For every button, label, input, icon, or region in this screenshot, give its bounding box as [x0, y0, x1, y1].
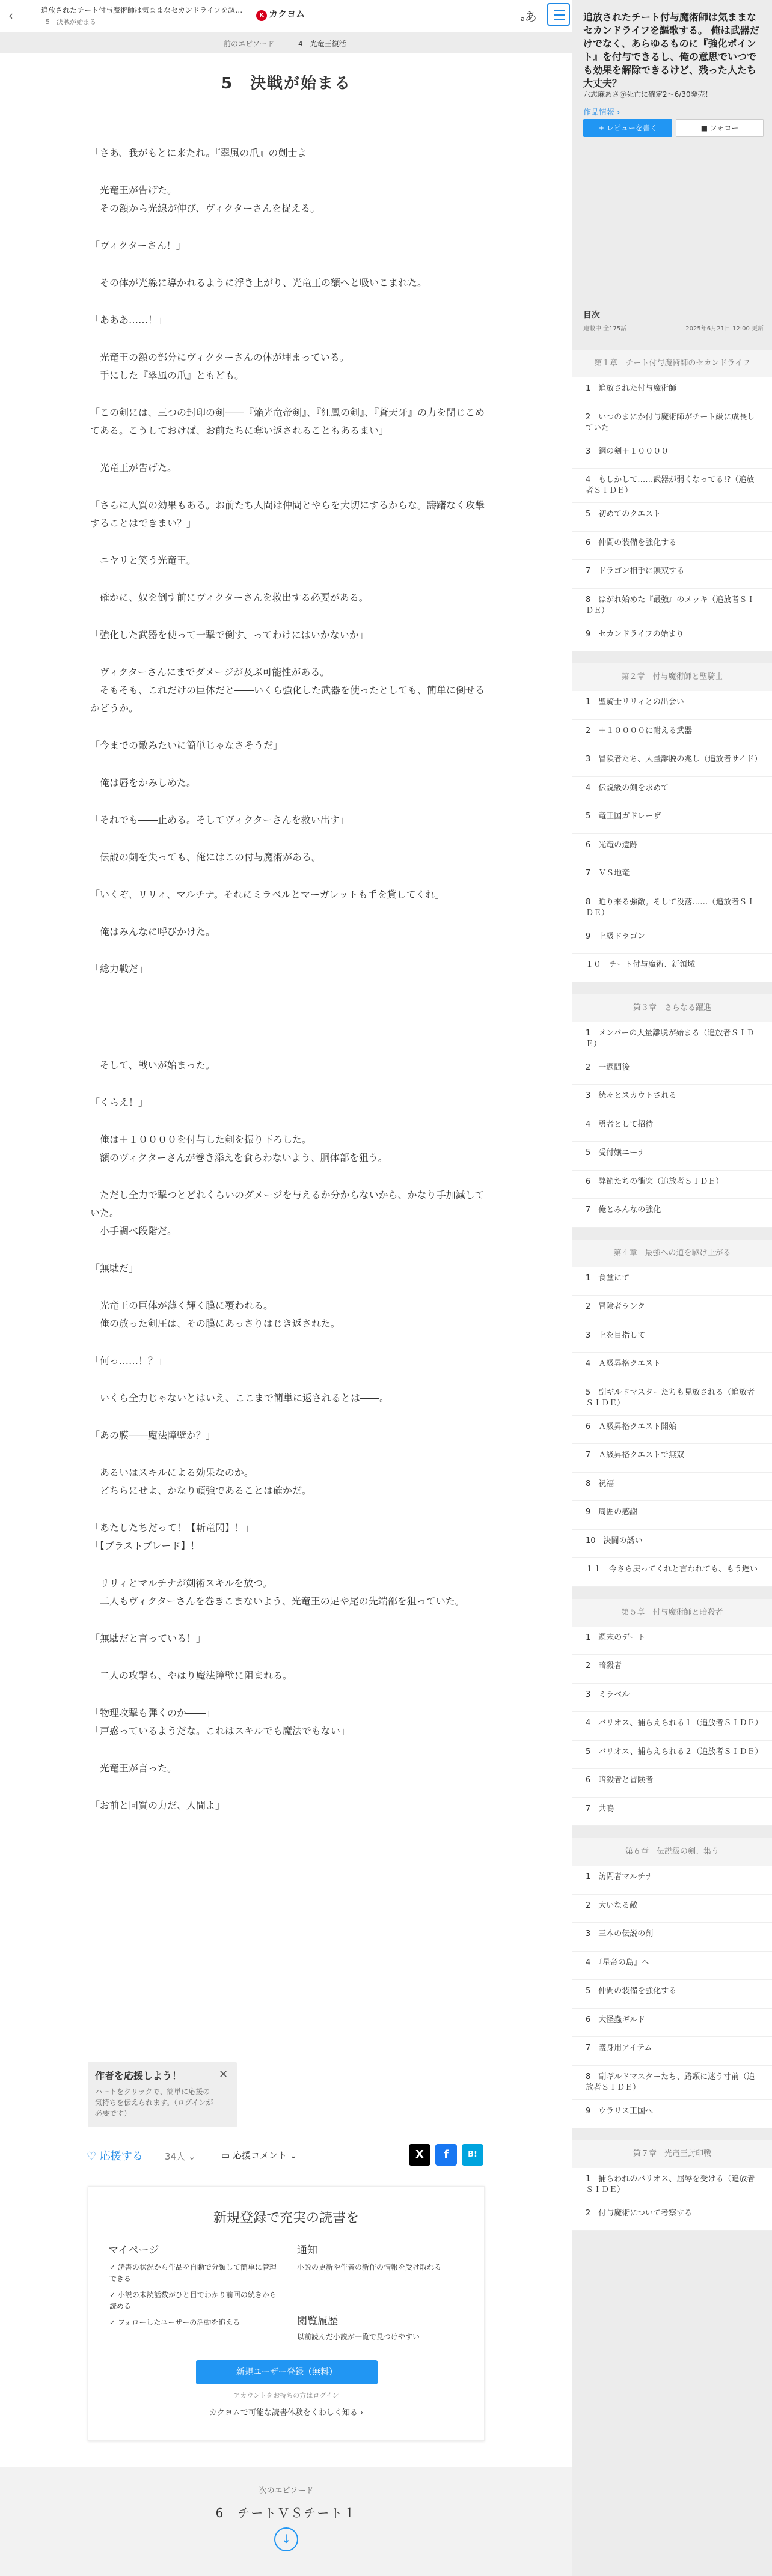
follow-label: フォロー: [709, 124, 739, 132]
x-icon: X: [415, 2148, 424, 2161]
share-x-button[interactable]: [409, 2144, 430, 2166]
next-episode-label: 次のエピソード: [259, 2486, 314, 2495]
toc-episode-link[interactable]: 7 ＶＳ地竜: [572, 862, 772, 891]
comment-icon: ▭: [221, 2150, 230, 2161]
check-icon: ✓: [109, 2263, 118, 2271]
toc-episode-link[interactable]: 6 弊節たちの衝突（追放者ＳＩＤＥ）: [572, 1171, 772, 1199]
episode-paragraph: あるいはスキルによる効果なのか。 どちらにせよ、かなり頑強であることは確かだ。: [100, 1467, 312, 1496]
toc-episode-link[interactable]: 9 上級ドラゴン: [572, 925, 772, 954]
close-icon[interactable]: ✕: [219, 2068, 228, 2081]
toc-episode-link[interactable]: 7 俺とみんなの強化: [572, 1199, 772, 1228]
toc-episode-link[interactable]: 9 周囲の感謝: [572, 1501, 772, 1530]
toc-episode-link[interactable]: 8 迫り来る強敵。そして没落……（追放者ＳＩＤＥ）: [572, 891, 772, 925]
toc-episode-link[interactable]: 5 バリオス、捕らえられる２（追放者ＳＩＤＥ）: [572, 1741, 772, 1770]
work-info-text: 作品情報: [583, 108, 615, 117]
toc-episode-link[interactable]: 4 バリオス、捕らえられる１（追放者ＳＩＤＥ）: [572, 1712, 772, 1741]
toc-episode-link[interactable]: 5 竜王国ガドレーザ: [572, 805, 772, 834]
plus-icon: +: [598, 124, 607, 132]
episode-paragraph: リリィとマルチナが剣術スキルを放つ。 二人もヴィクターさんを巻きこまないよう、光竜王の足や尾の先端部を狙っていた。: [100, 1577, 465, 1607]
toc-episode-link[interactable]: 6 大怪蟲ギルド: [572, 2009, 772, 2038]
header-episode-title: 5 決戦が始まる: [46, 18, 96, 26]
toc-episode-link[interactable]: 1 食堂にて: [572, 1267, 772, 1296]
prev-episode-bar[interactable]: [0, 32, 572, 53]
comment-label: 応援コメント: [232, 2150, 287, 2161]
menu-icon[interactable]: [547, 3, 570, 26]
signup-button[interactable]: 新規ユーザー登録（無料）: [196, 2360, 378, 2384]
toc-episode-link[interactable]: 4 勇者として招待: [572, 1113, 772, 1142]
episode-paragraph: 「ヴィクターさん！」: [90, 240, 186, 251]
episode-paragraph: 「強化した武器を使って一撃で倒す、ってわけにはいかないか」: [90, 629, 369, 641]
toc-meta: [583, 323, 764, 332]
toc-chapter-heading: 第７章 光竜王封印戦: [572, 2140, 772, 2168]
episode-paragraph: 「あの膜――魔法障壁か？」: [90, 1430, 216, 1441]
toc-episode-link[interactable]: 4 もしかして……武器が弱くなってる!?（追放者ＳＩＤＥ）: [572, 469, 772, 503]
support-author-box: [88, 2062, 237, 2127]
episode-paragraph: 光竜王が告げた。: [90, 462, 177, 473]
episode-paragraph: 「今までの敵みたいに簡単じゃなさそうだ」: [90, 740, 283, 751]
arrow-down-icon[interactable]: ↓: [274, 2527, 298, 2551]
episode-paragraph: ただし全力で撃つとどれくらいのダメージを与えるか分からないから、かなり手加減していた。 小手調べ段階だ。: [90, 1189, 485, 1237]
toc-episode-link[interactable]: 1 メンバーの大量離脱が始まる（追放者ＳＩＤＥ）: [572, 1022, 772, 1056]
toc-episode-link[interactable]: 2 一週間後: [572, 1056, 772, 1085]
toc-episode-link[interactable]: 4 伝説級の剣を求めて: [572, 777, 772, 806]
next-episode-title[interactable]: 6 チートＶＳチート１: [215, 2506, 357, 2520]
toc-chapter-heading: 第１章 チート付与魔術師のセカンドライフ: [572, 350, 772, 377]
toc-episode-link[interactable]: 1 週末のデート: [572, 1627, 772, 1655]
chevron-right-icon: ›: [617, 108, 620, 117]
episode-paragraph: 確かに、奴を倒す前にヴィクターさんを救出する必要がある。: [90, 592, 369, 603]
toc-episode-link[interactable]: 8 副ギルドマスターたち、路頭に迷う寸前（追放者ＳＩＤＥ）: [572, 2066, 772, 2100]
episode-paragraph: 「物理攻撃も弾くのか――」 「戸惑っているようだな。これはスキルでも魔法でもない」: [90, 1707, 350, 1737]
signup-notice-heading: 通知: [297, 2244, 317, 2256]
prev-episode-title[interactable]: 4 光竜王復活: [298, 40, 346, 48]
episode-paragraph: ニヤリと笑う光竜王。: [90, 555, 197, 566]
episode-paragraph: 俺はみんなに呼びかけた。: [90, 926, 216, 937]
toc-episode-link[interactable]: 5 受付嬢ニーナ: [572, 1142, 772, 1171]
episode-paragraph: 光竜王の額の部分にヴィクターさんの体が埋まっている。 手にした『翠風の爪』ともども。: [100, 352, 349, 381]
toc-episode-link[interactable]: 6 仲間の装備を強化する: [572, 532, 772, 561]
toc-episode-link[interactable]: 6 暗殺者と冒険者: [572, 1769, 772, 1798]
share-facebook-button[interactable]: [435, 2144, 457, 2166]
toc-list: [572, 338, 772, 2231]
episode-paragraph: 「いくぞ、リリィ、マルチナ。それにミラベルとマーガレットも手を貸してくれ」: [90, 889, 445, 900]
mypage-item: 読書の状況から作品を自動で分類して簡単に管理できる: [109, 2263, 277, 2283]
cheer-count[interactable]: [165, 2150, 195, 2163]
episode-paragraph: 光竜王が言った。: [90, 1762, 177, 1774]
toc-episode-link[interactable]: 4 『星帝の島』へ: [572, 1952, 772, 1981]
bookmark-icon: ■: [700, 124, 710, 132]
learn-more-text: カクヨムで可能な読書体験をくわしく知る: [209, 2408, 358, 2417]
toc-chapter-heading: 第４章 最強への道を駆け上がる: [572, 1240, 772, 1267]
toc-episode-link[interactable]: 7 護身用アイテム: [572, 2037, 772, 2066]
toc-episode-link[interactable]: 3 続々とスカウトされる: [572, 1085, 772, 1113]
episode-body: [90, 144, 487, 1815]
toc-episode-link[interactable]: 7 ドラゴン相手に無双する: [572, 560, 772, 589]
toc-episode-link[interactable]: 1 訪問者マルチナ: [572, 1866, 772, 1895]
episode-paragraph: 「お前と同質の力だ、人間よ」: [90, 1800, 225, 1811]
check-icon: ✓: [109, 2318, 118, 2327]
header-work-title[interactable]: 追放されたチート付与魔術師は気ままなセカンドライフを謳…: [41, 6, 243, 14]
font-toggle-small: a: [521, 15, 525, 23]
cheer-button[interactable]: [87, 2148, 143, 2163]
toc-episode-link[interactable]: 1 聖騎士リリィとの出会い: [572, 691, 772, 720]
share-hatena-button[interactable]: [462, 2144, 483, 2166]
mypage-item: フォローしたユーザーの活動を追える: [117, 2318, 240, 2327]
toc-heading: 目次: [583, 311, 600, 320]
toc-episode-link[interactable]: 1 捕らわれのバリオス、屈辱を受ける（追放者ＳＩＤＥ）: [572, 2168, 772, 2202]
toc-episode-link[interactable]: 1 追放された付与魔術師: [572, 377, 772, 406]
toc-episode-link[interactable]: 5 初めてのクエスト: [572, 503, 772, 532]
cheer-count-value: 34人: [165, 2151, 186, 2162]
signup-history-text: 以前読んだ小説が一覧で見つけやすい: [297, 2333, 420, 2341]
toc-episode-link[interactable]: 7 共鳴: [572, 1798, 772, 1827]
toc-chapter-heading: 第６章 伝説級の剣、集う: [572, 1838, 772, 1866]
signup-heading: 新規登録で充実の読書を: [213, 2211, 359, 2226]
episode-paragraph: 伝説の剣を失っても、俺にはこの付与魔術がある。: [90, 851, 322, 863]
episode-paragraph: その体が光線に導かれるように浮き上がり、光竜王の額へと吸いこまれた。: [90, 277, 427, 288]
cheer-label: 応援する: [99, 2150, 143, 2163]
toc-status: 連載中 全175話: [583, 326, 627, 332]
episode-paragraph: 「この剣には、三つの封印の剣――『焔光竜帝剣』、『紅鳳の剣』、『蒼天牙』の力を閉じこめてある。こうしておけば、お前たちに奪い返されることもあるまい」: [90, 407, 485, 436]
episode-paragraph: 「あああ……！」: [90, 314, 168, 326]
logo-mark-icon: K: [256, 10, 267, 21]
kakuyomu-logo[interactable]: [256, 7, 305, 21]
toc-episode-link[interactable]: 5 副ギルドマスターたちも見放される（追放者ＳＩＤＥ）: [572, 1381, 772, 1416]
toc-episode-link[interactable]: 2 暗殺者: [572, 1655, 772, 1684]
support-desc: ハートをクリックで、簡単に応援の気持ちを伝えられます。（ログインが必要です）: [95, 2087, 213, 2118]
toc-episode-link[interactable]: 9 ウラリス王国へ: [572, 2100, 772, 2129]
signup-mypage-heading: マイページ: [108, 2244, 159, 2256]
episode-paragraph: 「くらえ！」: [90, 1097, 149, 1108]
toc-episode-link[interactable]: 7 Ａ級昇格クエストで無双: [572, 1444, 772, 1473]
sidebar-work-title[interactable]: 追放されたチート付与魔術師は気ままなセカンドライフを謳歌する。 俺は武器だけでなく、あらゆるものに『強化ポイント』を付与できるし、俺の意思でいつでも効果を解除できるけど、残った人たち大丈夫？: [583, 11, 759, 89]
font-size-toggle[interactable]: [521, 7, 537, 25]
toc-episode-link[interactable]: 2 冒険者ランク: [572, 1296, 772, 1324]
episode-paragraph: 「無駄だ」: [90, 1262, 139, 1274]
chevron-left-icon[interactable]: ‹: [8, 8, 13, 23]
check-icon: ✓: [109, 2291, 118, 2299]
episode-paragraph: ヴィクターさんにまでダメージが及ぶ可能性がある。 そもそも、これだけの巨体だと――いくら強化した武器を使ったとしても、簡単に倒せるかどうか。: [90, 666, 485, 714]
toc-episode-link[interactable]: 3 冒険者たち、大量離脱の兆し（追放者サイド）: [572, 748, 772, 777]
toc-updated: 2025年6月21日 12:00 更新: [685, 326, 764, 332]
episode-paragraph: そして、戦いが始まった。: [90, 1059, 215, 1071]
toc-episode-link[interactable]: 2 いつのまにか付与魔術師がチート級に成長していた: [572, 406, 772, 440]
facebook-icon: f: [444, 2148, 449, 2161]
toc-episode-link[interactable]: １１ 今さら戻ってくれと言われても、もう遅い: [572, 1558, 772, 1587]
logo-text: カクヨム: [269, 8, 305, 19]
chevron-right-icon: ›: [360, 2408, 364, 2417]
episode-paragraph: 俺は唇をかみしめた。: [90, 777, 197, 788]
episode-paragraph: 俺は＋１００００を付与した剣を振り下ろした。 額のヴィクターさんが巻き添えを食らわないよう、胴体部を狙う。: [100, 1134, 388, 1163]
write-review-button[interactable]: [583, 119, 672, 137]
hatena-icon: B!: [468, 2150, 477, 2159]
signup-history-heading: 閲覧履歴: [297, 2315, 338, 2327]
toc-episode-link[interactable]: 2 大いなる敵: [572, 1895, 772, 1923]
toc-episode-link[interactable]: 2 付与魔術について考察する: [572, 2202, 772, 2231]
toc-episode-link[interactable]: 10 決闘の誘い: [572, 1530, 772, 1559]
prev-episode-label: 前のエピソード: [224, 40, 275, 48]
heart-icon: ♡: [87, 2150, 97, 2163]
login-link[interactable]: アカウントをお持ちの方はログイン: [233, 2392, 339, 2399]
toc-episode-link[interactable]: 8 祝福: [572, 1473, 772, 1502]
toc-episode-link[interactable]: 6 光竜の遺跡: [572, 834, 772, 863]
toc-chapter-heading: 第２章 付与魔術師と聖騎士: [572, 663, 772, 691]
toc-episode-link[interactable]: 8 はがれ始めた『最強』のメッキ（追放者ＳＩＤＥ）: [572, 589, 772, 623]
font-toggle-large: あ: [524, 10, 537, 24]
toc-episode-link[interactable]: 4 Ａ級昇格クエスト: [572, 1353, 772, 1381]
toc-episode-link[interactable]: 2 ＋１００００に耐える武器: [572, 720, 772, 749]
toc-episode-link[interactable]: 3 鋼の剣＋１００００: [572, 440, 772, 469]
signup-mypage-list: [109, 2262, 278, 2328]
sidebar-author[interactable]: 六志麻あさ＠死亡に確定2〜6/30発売！: [583, 90, 712, 99]
cheer-comment-button[interactable]: [221, 2149, 297, 2161]
mypage-item: 小説の未読話数がひと目でわかり前回の続きから読める: [109, 2291, 277, 2310]
episode-paragraph: 「それでも――止める。そしてヴィクターさんを救い出す」: [90, 814, 349, 826]
learn-more-link[interactable]: [88, 2406, 485, 2417]
work-info-link[interactable]: [583, 106, 620, 117]
episode-paragraph: 「総力戦だ」: [90, 963, 149, 975]
toc-episode-link[interactable]: 5 仲間の装備を強化する: [572, 1980, 772, 2009]
toc-chapter-heading: 第５章 付与魔術師と暗殺者: [572, 1599, 772, 1627]
chevron-down-icon: ⌄: [188, 2151, 196, 2162]
episode-paragraph: 光竜王が告げた。 その額から光線が伸び、ヴィクターさんを捉える。: [100, 184, 320, 214]
follow-button[interactable]: [676, 119, 764, 137]
episode-title: 5 決戦が始まる: [221, 75, 352, 93]
support-title: 作者を応援しよう！: [95, 2070, 182, 2081]
toc-chapter-heading: 第３章 さらなる躍進: [572, 994, 772, 1022]
episode-paragraph: 「さらに人質の効果もある。お前たち人間は仲間とやらを大切にするからな。躊躇なく攻撃することはできまい？」: [90, 499, 485, 529]
signup-notice-text: 小説の更新や作者の新作の情報を受け取れる: [297, 2263, 442, 2271]
episode-paragraph: 「あたしたちだって！【斬竜閃】！」 「【ブラストブレード】！」: [90, 1522, 254, 1551]
toc-episode-link[interactable]: 3 ミラベル: [572, 1684, 772, 1713]
toc-episode-link[interactable]: 9 セカンドライフの始まり: [572, 623, 772, 652]
episode-paragraph: いくら全力じゃないとはいえ、ここまで簡単に返されるとは――。: [90, 1392, 389, 1404]
review-label: レビューを書く: [606, 124, 657, 132]
toc-episode-link[interactable]: 3 上を目指して: [572, 1324, 772, 1353]
chevron-down-icon: ⌄: [289, 2150, 298, 2161]
toc-episode-link[interactable]: 6 Ａ級昇格クエスト開始: [572, 1416, 772, 1445]
toc-episode-link[interactable]: 3 三本の伝説の剣: [572, 1923, 772, 1952]
episode-paragraph: 二人の攻撃も、やはり魔法障壁に阻まれる。: [90, 1670, 293, 1681]
toc-episode-link[interactable]: １０ チート付与魔術、新領域: [572, 954, 772, 982]
episode-paragraph: 「何っ……！？」: [90, 1355, 168, 1366]
episode-paragraph: 「無駄だと言っている！」: [90, 1633, 206, 1644]
episode-paragraph: 「さあ、我がもとに来たれ。『翠風の爪』の剣士よ」: [90, 147, 317, 159]
episode-paragraph: 光竜王の巨体が薄く輝く膜に覆われる。 俺の放った剣圧は、その膜にあっさりはじき返された。: [100, 1300, 340, 1329]
